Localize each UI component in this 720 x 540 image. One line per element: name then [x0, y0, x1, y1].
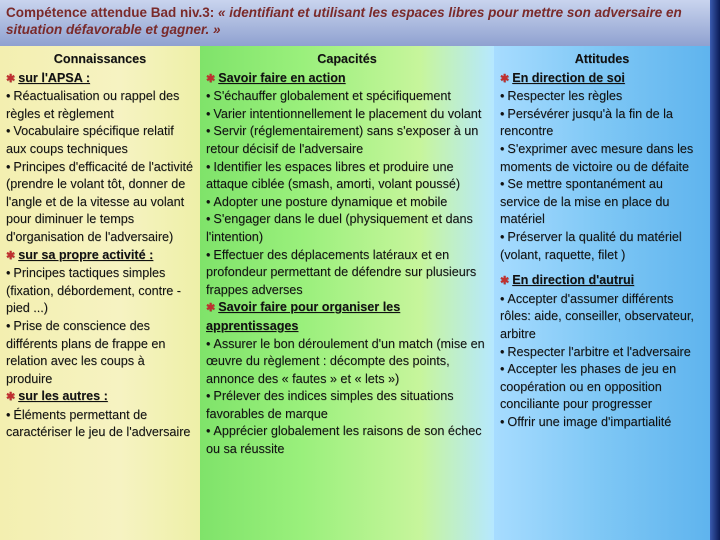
list-item: • Adopter une posture dynamique et mobile	[206, 194, 488, 212]
title-lead: Compétence attendue Bad niv.3:	[6, 5, 219, 20]
list-item: • Réactualisation ou rappel des règles et règlement	[6, 88, 194, 123]
section-label: sur les autres :	[18, 389, 108, 404]
competence-table	[0, 46, 710, 540]
section-label: Savoir faire pour organiser les apprentissages	[206, 300, 401, 333]
column-capacites	[200, 46, 494, 540]
list-item: • S'exprimer avec mesure dans les moments de victoire ou de défaite	[500, 141, 704, 176]
list-item: • Apprécier globalement les raisons de son échec ou sa réussite	[206, 423, 488, 458]
section-heading	[500, 70, 704, 89]
section-label: sur l'APSA :	[18, 70, 91, 85]
section-heading	[6, 388, 194, 407]
column-attitudes	[494, 46, 710, 540]
column-heading: Attitudes	[574, 52, 630, 66]
title-text: « identifiant et utilisant les espaces libres pour mettre son adversaire en situation défavorable et gagner. »	[6, 5, 682, 37]
column-heading: Connaissances	[53, 52, 147, 66]
star-bullet-icon: ✱	[6, 249, 16, 262]
list-item: • Accepter les phases de jeu en coopération ou en opposition conciliante pour progresser	[500, 361, 704, 414]
list-item: • Éléments permettant de caractériser le jeu de l'adversaire	[6, 407, 194, 442]
list-item: • Varier intentionnellement le placement du volant	[206, 106, 488, 124]
list-item: • Persévérer jusqu'à la fin de la rencontre	[500, 106, 704, 141]
list-item: • Assurer le bon déroulement d'un match (mise en œuvre du règlement : décompte des points, annonce des « fautes » et « lets »)	[206, 336, 488, 389]
list-item: • Respecter les règles	[500, 88, 704, 106]
section-label: Savoir faire en action	[218, 70, 346, 85]
list-item: • Identifier les espaces libres et produire une attaque ciblée (smash, amorti, volant poussé)	[206, 159, 488, 194]
star-bullet-icon: ✱	[6, 391, 16, 404]
list-item: • Accepter d'assumer différents rôles: aide, conseiller, observateur, arbitre	[500, 291, 704, 344]
section-heading	[6, 247, 194, 266]
section-label: En direction d'autrui	[512, 273, 635, 288]
section-heading	[206, 299, 488, 335]
list-item: • Prise de conscience des différents plans de frappe en relation avec les coups à produire	[6, 318, 194, 388]
list-item: • Préserver la qualité du matériel (volant, raquette, filet )	[500, 229, 704, 264]
star-bullet-icon: ✱	[500, 275, 510, 288]
spacer	[500, 264, 704, 272]
section-heading	[6, 70, 194, 89]
slide-edge-decoration	[710, 0, 720, 540]
list-item: • Se mettre spontanément au service de la mise en place du matériel	[500, 176, 704, 229]
section-label: sur sa propre activité :	[18, 247, 154, 262]
slide-title	[0, 0, 710, 46]
star-bullet-icon: ✱	[206, 302, 216, 315]
list-item: • S'engager dans le duel (physiquement et dans l'intention)	[206, 211, 488, 246]
section-heading	[500, 272, 704, 291]
list-item: • Effectuer des déplacements latéraux et en profondeur permettant de défendre sur plusieurs frappes adverses	[206, 247, 488, 300]
section-label: En direction de soi	[512, 70, 625, 85]
star-bullet-icon: ✱	[6, 72, 16, 85]
list-item: • Servir (réglementairement) sans s'exposer à un retour décisif de l'adversaire	[206, 123, 488, 158]
star-bullet-icon: ✱	[206, 72, 216, 85]
list-item: • Vocabulaire spécifique relatif aux coups techniques	[6, 123, 194, 158]
column-connaissances	[0, 46, 200, 540]
list-item: • Principes d'efficacité de l'activité (prendre le volant tôt, donner de l'angle et de la vitesse au volant pour diminuer le temps d'organisation de l'adversaire)	[6, 159, 194, 247]
list-item: • Prélever des indices simples des situations favorables de marque	[206, 388, 488, 423]
column-heading: Capacités	[317, 52, 377, 66]
section-heading	[206, 70, 488, 89]
list-item: • Principes tactiques simples (fixation, débordement, contre -pied ...)	[6, 265, 194, 318]
list-item: • Respecter l'arbitre et l'adversaire	[500, 344, 704, 362]
star-bullet-icon: ✱	[500, 72, 510, 85]
list-item: • Offrir une image d'impartialité	[500, 414, 704, 432]
list-item: • S'échauffer globalement et spécifiquement	[206, 88, 488, 106]
